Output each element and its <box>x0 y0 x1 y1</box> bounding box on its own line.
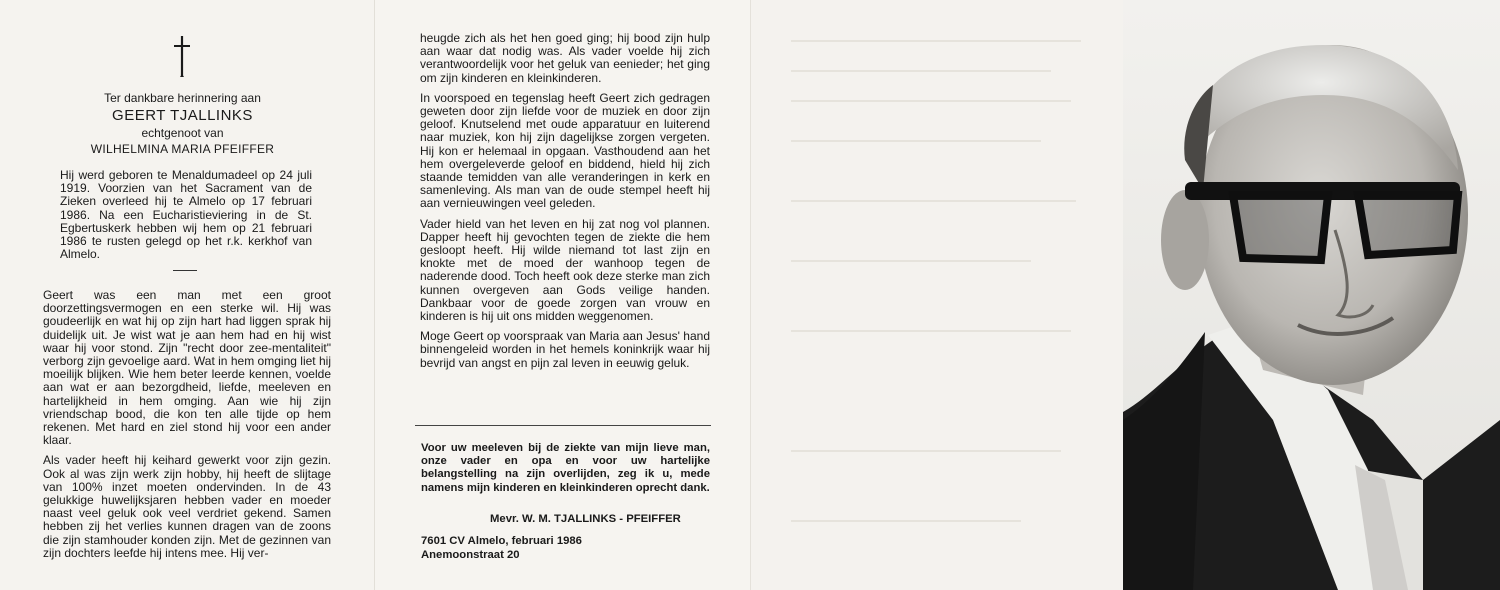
show-through-line <box>791 100 1071 102</box>
paragraph: Vader hield van het leven en hij zat nog vol plannen. Dapper heeft hij gevochten tegen de ziekte die hem gesloopt heeft. Hij wilde niemand tot last zijn en knokte met de moed der wanhoop tegen de naderende dood. Toch heeft ook deze sterke man zich kunnen overgeven aan Gods veilige handen. Dankbaar voor de goede zorgen van vrouw en kinderen is hij uit ons midden weggenomen. <box>420 216 710 324</box>
show-through-line <box>791 260 1031 262</box>
paragraph: In voorspoed en tegenslag heeft Geert zich gedragen geweten door zijn liefde voor de muziek en door zijn geloof. Knutselend met oude apparatuur en luiterend naar muziek, kon hij zijn dagelijkse zorgen vergeten. Hij kon er helemaal in opgaan. Vasthoudend aan het hem overgeleverde geloof en biddend, hield hij zich staande temidden van alle veranderingen in kerk en samenleving. Als man van de oude stempel heeft hij aan vernieuwingen veel geleden. <box>420 90 710 211</box>
biography-paragraph: Hij werd geboren te Menaldumadeel op 24 juli 1919. Voorzien van het Sacrament van de Zieken overleed hij te Almelo op 17 februari 1986. Na een Eucharistieviering in de St. Egbertuskerk hebben wij hem op 21 februari 1986 te rusten gelegd op het r.k. kerkhof van Almelo. <box>60 168 312 262</box>
memorial-heading <box>45 91 320 157</box>
cross-icon <box>171 34 193 78</box>
paragraph: heugde zich als het hen goed ging; hij bood zijn hulp aan waar dat nodig was. Als vader voelde hij zich verantwoordelijk voor het geluk van eenieder; het ging om zijn kinderen en kleinkinderen. <box>420 31 710 85</box>
paragraph: Geert was een man met een groot doorzettingsvermogen en een sterke wil. Hij was goudeerlijk en wat hij op zijn hart had liggen sprak hij duidelijk uit. Je wist wat je aan hem had en hij wist waar hij voor stond. Zijn "recht door zee-mentaliteit" verborg zijn gevoelige aard. Wat in hem omging liet hij moeilijk blijken. Wie hem beter leerde kennen, voelde aan wat er aan bezorgdheid, liefde, meeleven en hartelijkheid in hem omging. Aan wie hij zijn vriendschap bood, die kon ten alle tijde op hem rekenen. Met hard en ziel stond hij voor een ander klaar. <box>43 288 331 448</box>
portrait-panel <box>1123 0 1500 590</box>
card-panel-left <box>0 0 375 590</box>
spouse-relation: echtgenoot van <box>141 126 224 140</box>
paragraph: Moge Geert op voorspraak van Maria aan Jesus' hand binnengeleid worden in het hemels koninkrijk waar hij bevrijd van angst en pijn zal leven in eeuwig geluk. <box>420 329 710 370</box>
show-through-line <box>791 450 1061 452</box>
address-block <box>421 534 582 562</box>
show-through-line <box>791 520 1021 522</box>
short-divider <box>173 270 197 271</box>
deceased-name: GEERT TJALLINKS <box>112 107 253 124</box>
paragraph: Als vader heeft hij keihard gewerkt voor zijn gezin. Ook al was zijn werk zijn hobby, hij heeft de slijtage van 100% inzet moeten ondervinden. In de 43 gelukkige huwelijksjaren hebben vader en moeder naast veel geluk ook veel verdriet gekend. Samen hebben zij het verlies kunnen dragen van de zoons die zijn stamhouder konden zijn. Met de gezinnen van zijn dochters leefde hij intens mee. Hij ver- <box>43 453 331 560</box>
show-through-line <box>791 140 1041 142</box>
show-through-line <box>791 40 1081 42</box>
signature: Mevr. W. M. TJALLINKS - PFEIFFER <box>490 513 681 525</box>
show-through-line <box>791 70 1051 72</box>
section-divider <box>415 425 711 426</box>
thank-you-note: Voor uw meeleven bij de ziekte van mijn lieve man, onze vader en opa en voor uw hartelijke belangstelling na zijn overlijden, zeg ik u, mede namens mijn kinderen en kleinkinderen oprecht dank. <box>421 442 710 494</box>
portrait-photo <box>1123 0 1500 590</box>
dedication-line: Ter dankbare herinnering aan <box>104 91 261 105</box>
text-column-1 <box>43 289 331 560</box>
show-through-line <box>791 200 1076 202</box>
text-column-2 <box>420 32 710 370</box>
show-through-line <box>791 330 1071 332</box>
address-line: Anemoonstraat 20 <box>421 549 520 561</box>
card-panel-blank <box>751 0 1123 590</box>
spouse-name: WILHELMINA MARIA PFEIFFER <box>90 142 275 156</box>
card-panel-middle <box>375 0 751 590</box>
address-line: 7601 CV Almelo, februari 1986 <box>421 535 582 547</box>
